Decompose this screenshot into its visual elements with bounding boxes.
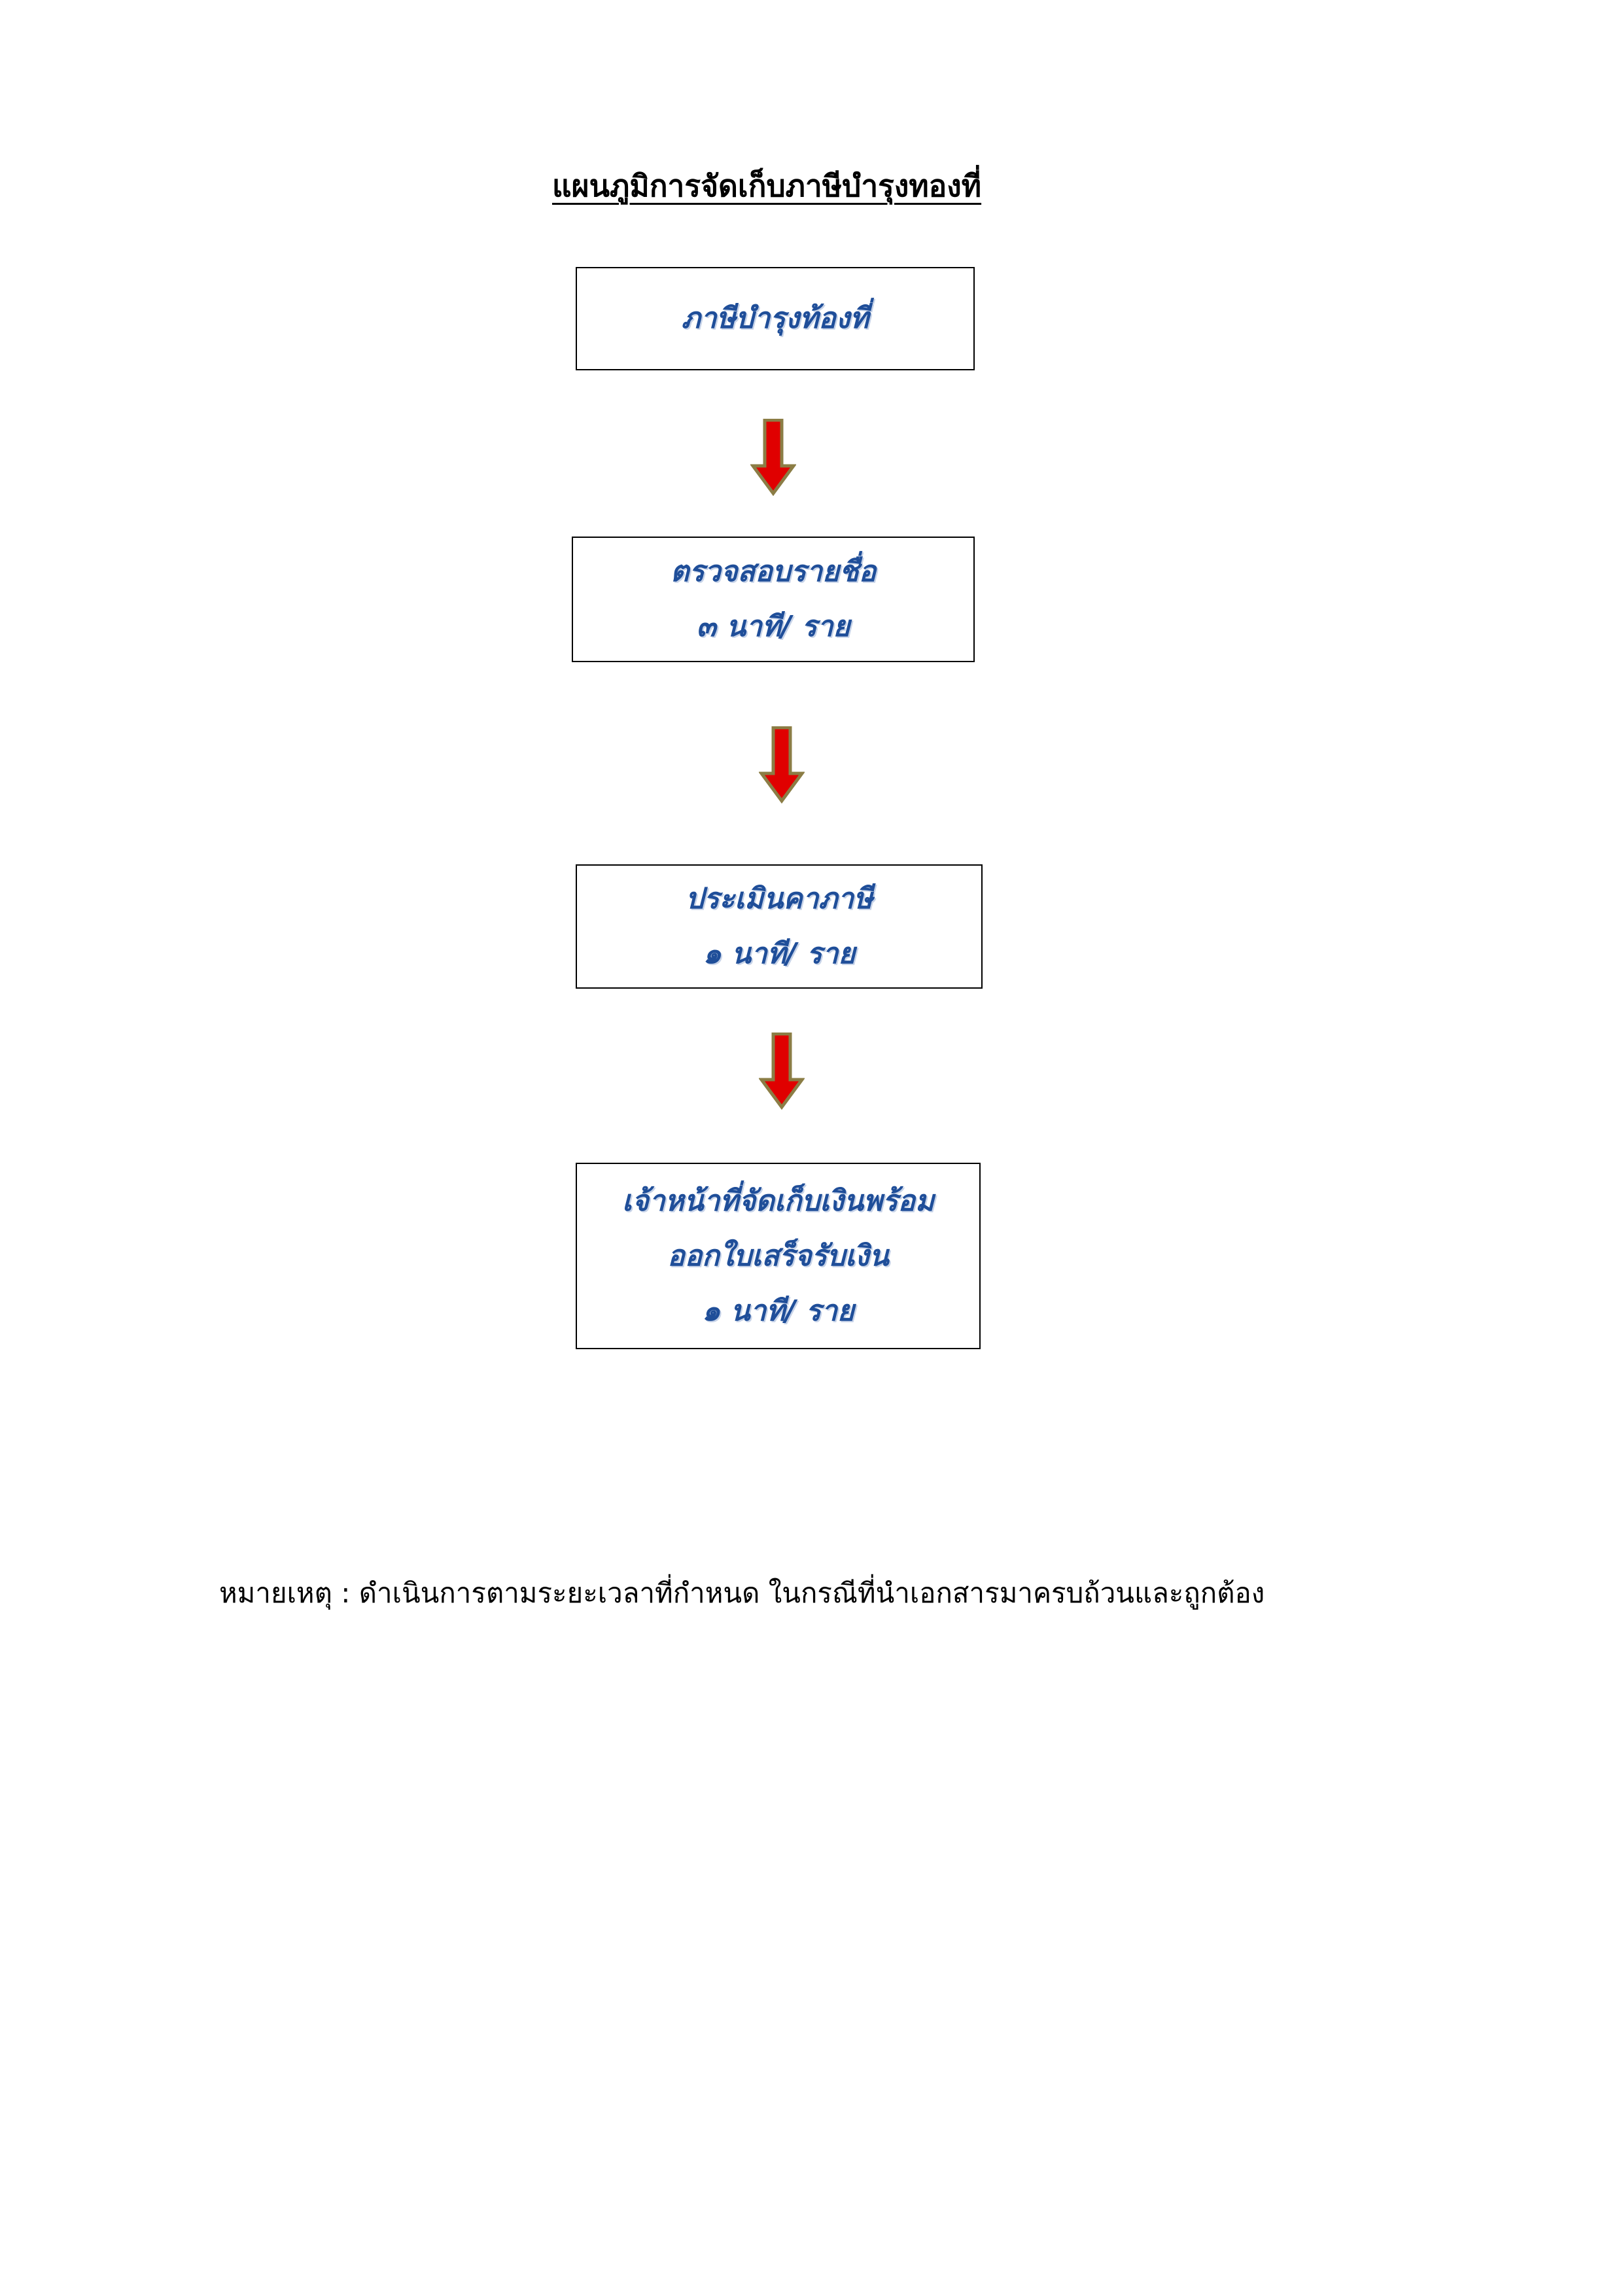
flow-step-label: ออกใบเสร็จรับเงิน	[667, 1239, 889, 1273]
flow-step-label: ประเมินคาภาษี	[685, 882, 873, 915]
flow-step-label: ตรวจสอบรายชื่อ	[670, 555, 877, 588]
flow-step-duration: ๑ นาที/ ราย	[702, 1294, 854, 1328]
flow-step-label: ภาษีบำรุงท้องที่	[681, 302, 869, 335]
down-arrow-icon	[750, 419, 796, 496]
down-arrow-icon	[759, 726, 805, 804]
footnote: หมายเหตุ : ดำเนินการตามระยะเวลาที่กำหนด ในกรณีที่นำเอกสารมาครบถ้วนและถูกต้อง	[219, 1577, 1265, 1609]
flow-step-label: เจ้าหน้าที่จัดเก็บเงินพร้อม	[622, 1184, 934, 1218]
flow-step-duration: ๑ นาที/ ราย	[703, 937, 856, 970]
flow-step-property-tax	[576, 267, 975, 370]
flow-step-collect-payment	[576, 1163, 981, 1349]
down-arrow-icon	[759, 1033, 805, 1110]
flow-step-check-names	[572, 537, 975, 662]
page-title: แผนภูมิการจัดเก็บภาษีบำรุงทองที่	[552, 168, 982, 203]
flow-step-assess-tax	[576, 864, 983, 989]
flow-step-duration: ๓ นาที/ ราย	[696, 610, 850, 643]
